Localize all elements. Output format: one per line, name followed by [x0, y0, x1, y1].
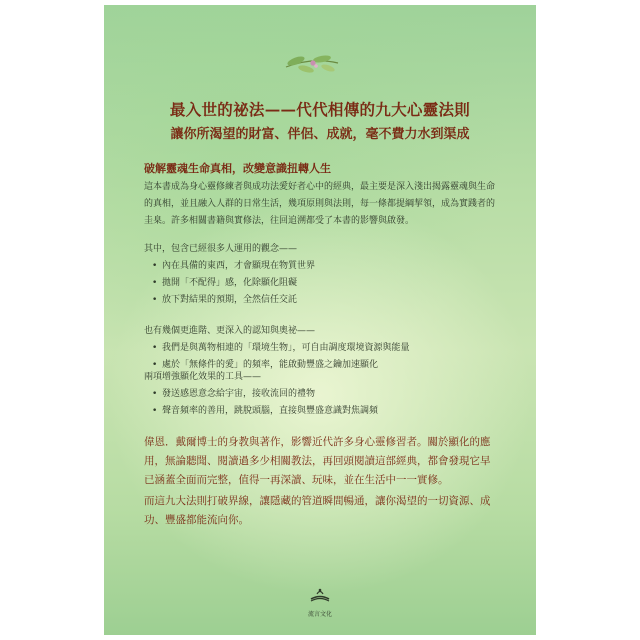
leaf-sprig-icon: [282, 51, 342, 77]
publisher-name: 流言文化: [307, 611, 332, 618]
group-title: 其中，包含已經很多人運用的觀念——: [144, 244, 298, 254]
bullet-list: [144, 386, 496, 420]
headline-sub: 讓你所渴望的財富、伴侶、成就，毫不費力水到渠成: [170, 127, 470, 142]
list-item: • 聲音頻率的善用，跳脫頭腦，直接與豐盛意識對焦調頻: [152, 403, 496, 420]
list-item: • 我們是與萬物相連的「環境生物」，可自由調度環境資源與能量: [152, 340, 496, 357]
bullet-list: [144, 258, 496, 309]
headline-main: 最入世的祕法——代代相傳的九大心靈法則: [169, 100, 471, 119]
list-item: • 放下對結果的預期，全然信任交託: [152, 292, 496, 309]
intro-section: [144, 161, 496, 230]
concept-group-basic: [144, 241, 496, 309]
book-bird-logo-icon: [309, 587, 331, 603]
intro-title: 破解靈魂生命真相，改變意識扭轉人生: [144, 162, 331, 175]
group-title: 兩項增強顯化效果的工具——: [144, 372, 262, 382]
list-item: • 拋開「不配得」感，化除顯化阻礙: [152, 275, 496, 292]
list-item: • 處於「無條件的愛」的頻率，能啟動豐盛之鑰加速顯化: [152, 357, 496, 374]
concept-group-tools: [144, 369, 496, 420]
list-item: • 內在具備的東西，才會顯現在物質世界: [152, 258, 496, 275]
publisher-logo: [300, 587, 340, 618]
concept-group-advanced: [144, 323, 496, 374]
closing-paragraph-2: 而這九大法則打破界線，讓隱藏的管道瞬間暢通，讓你渴望的一切資源、成功、豐盛都能流向你。: [144, 495, 491, 526]
list-item: • 發送感恩意念給宇宙，接收流回的禮物: [152, 386, 496, 403]
book-back-cover: [104, 5, 536, 635]
intro-paragraph: 這本書成為身心靈修練者與成功法愛好者心中的經典，最主要是深入淺出揭露靈魂與生命的真相，並且融入人群的日常生活，幾項原則與法則，每一條都提綱挈領，成為實踐者的圭臬。許多相關書籍與實修法，往回追溯都受了本書的影響與啟發。: [144, 182, 496, 226]
group-title: 也有幾個更進階、更深入的認知與奧祕——: [144, 326, 316, 336]
closing-paragraph-1: 偉恩．戴爾博士的身教與著作，影響近代許多身心靈修習者。關於顯化的應用，無論聽聞、閱讀過多少相關教法，再回頭閱讀這部經典，都會發現它早已涵蓋全面而完整，值得一再深讀、玩味，並在生活中一一實修。: [144, 436, 491, 486]
